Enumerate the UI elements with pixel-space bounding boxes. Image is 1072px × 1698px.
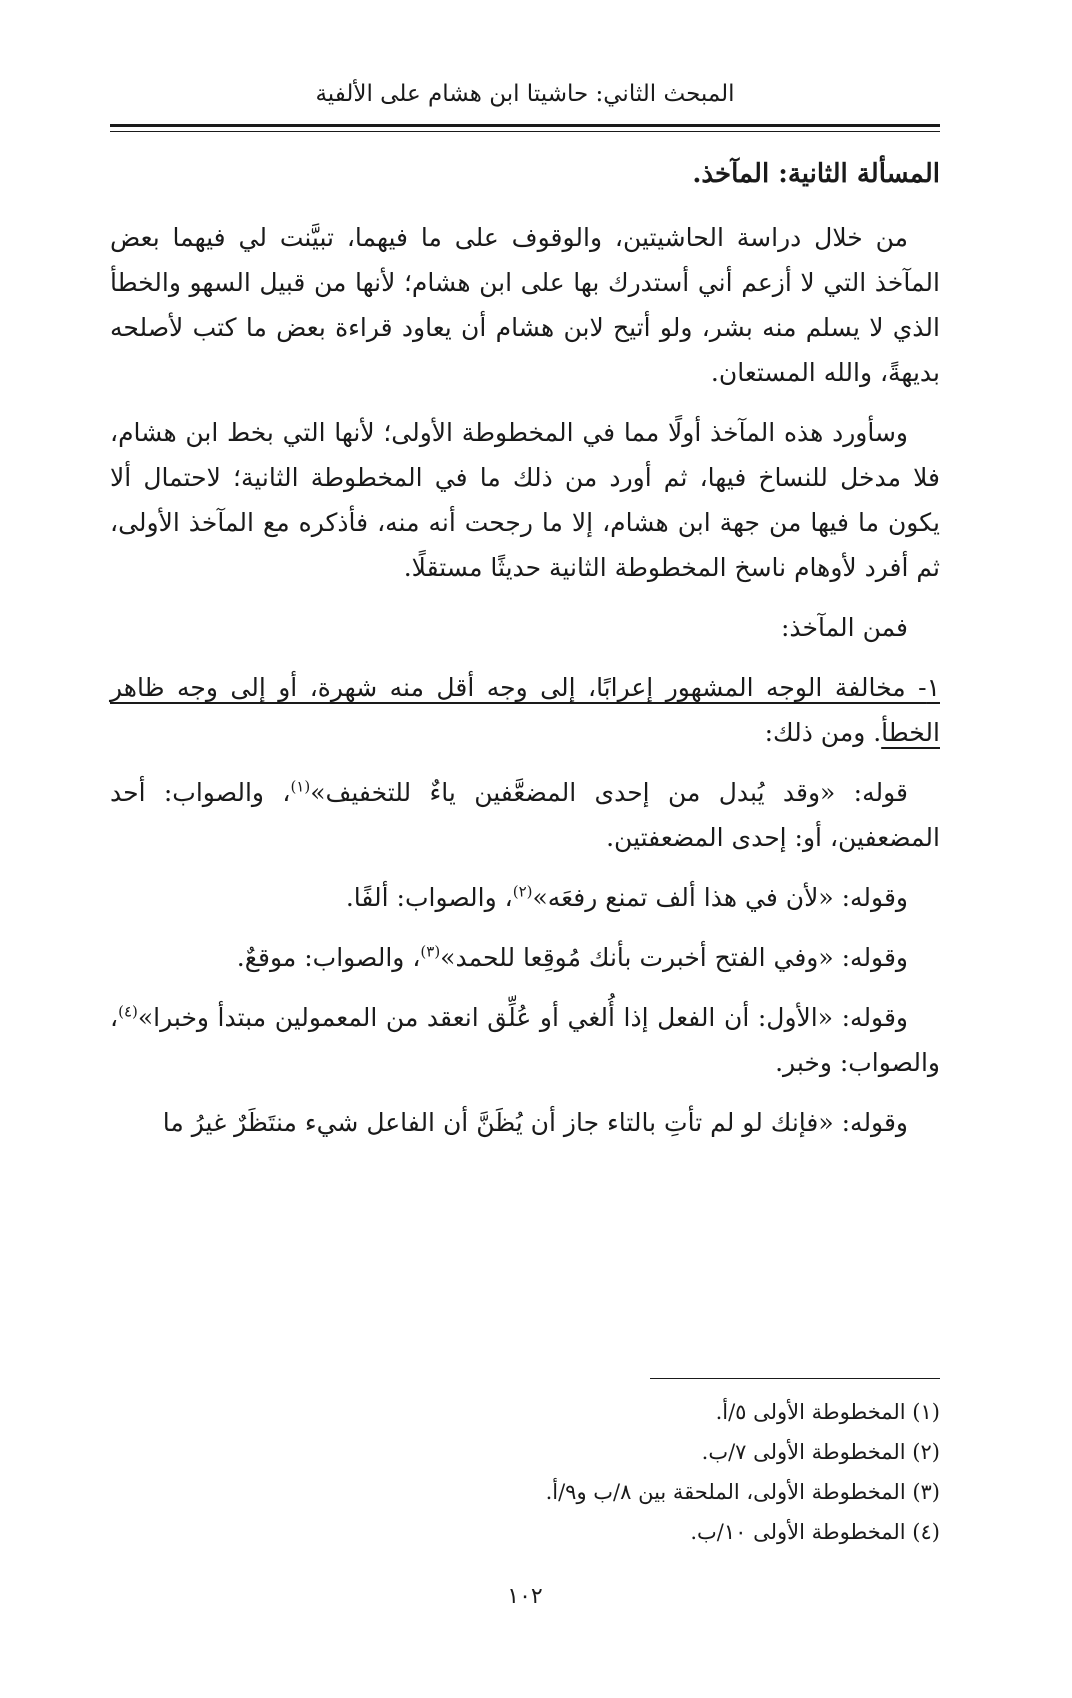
header-rule-thick bbox=[110, 124, 940, 127]
paragraph: وسأورد هذه المآخذ أولًا مما في المخطوطة الأولى؛ لأنها التي بخط ابن هشام، فلا مدخل للنساخ فيها، ثم أورد من ذلك ما في المخطوطة الثانية؛ لاحتمال ألا يكون ما فيها من جهة ابن هشام، إلا ما رجحت أنه منه، فأذكره مع المآخذ الأولى، ثم أفرد لأوهام ناسخ المخطوطة الثانية حديثًا مستقلًا. bbox=[110, 418, 940, 582]
section-heading: المسألة الثانية: المآخذ. bbox=[692, 159, 940, 189]
quote-text: وقوله: «فإنك لو لم تأتِ بالتاء جاز أن يُظَنَّ أن الفاعل شيء منتَظَرٌ غيرُ ما bbox=[162, 1108, 908, 1137]
quote-text: وقوله: «لأن في هذا ألف تمنع رفعَه» bbox=[532, 883, 908, 912]
footnote-ref[interactable]: (١) bbox=[290, 777, 311, 796]
footnote: (٤) المخطوطة الأولى ١٠/ب. bbox=[690, 1520, 940, 1544]
item-rest-text: . ومن ذلك: bbox=[764, 718, 882, 747]
header-rule-thin bbox=[110, 131, 940, 132]
footnote: (١) المخطوطة الأولى ٥/أ. bbox=[715, 1400, 940, 1424]
footnote-ref[interactable]: (٣) bbox=[420, 942, 441, 961]
footnote-ref[interactable]: (٤) bbox=[118, 1002, 138, 1021]
quote-correction: ، والصواب: وخبر. bbox=[110, 1003, 940, 1077]
quote-paragraph bbox=[110, 1100, 940, 1145]
footnote-ref[interactable]: (٢) bbox=[512, 882, 533, 901]
quote-correction: ، والصواب: ألفًا. bbox=[345, 883, 513, 912]
quote-paragraph bbox=[110, 875, 940, 920]
footnote: (٣) المخطوطة الأولى، الملحقة بين ٨/ب و٩/أ. bbox=[545, 1480, 940, 1504]
quote-correction: ، والصواب: أحد المضعفين، أو: إحدى المضعفتين. bbox=[110, 778, 940, 852]
quote-text: وقوله: «الأول: أن الفعل إذا أُلغي أو عُلِّق انعقد من المعمولين مبتدأ وخبرا» bbox=[137, 1003, 908, 1032]
quote-paragraph bbox=[110, 935, 940, 980]
item-underlined-text: ١- مخالفة الوجه المشهور إعرابًا، إلى وجه أقل منه شهرة، أو إلى وجه ظاهر الخطأ bbox=[110, 673, 940, 747]
paragraph: فمن المآخذ: bbox=[780, 613, 908, 642]
quote-paragraph bbox=[110, 770, 940, 860]
quote-paragraph bbox=[110, 995, 940, 1085]
paragraph: من خلال دراسة الحاشيتين، والوقوف على ما فيهما، تبيَّنت لي فيهما بعض المآخذ التي لا أزعم أني أستدرك بها على ابن هشام؛ لأنها من قبيل السهو والخطأ الذي لا يسلم منه بشر، ولو أتيح لابن هشام أن يعاود قراءة بعض ما كتب لأصلحه بديهةً، والله المستعان. bbox=[110, 223, 940, 387]
quote-correction: ، والصواب: موقعٌ. bbox=[236, 943, 421, 972]
footnote: (٢) المخطوطة الأولى ٧/ب. bbox=[701, 1440, 940, 1464]
list-item-1 bbox=[110, 665, 940, 755]
quote-text: قوله: «وقد يُبدل من إحدى المضعَّفين ياءٌ للتخفيف» bbox=[310, 778, 908, 807]
quote-text: وقوله: «وفي الفتح أخبرت بأنك مُوقِعا للحمد» bbox=[440, 943, 908, 972]
page-number: ١٠٢ bbox=[507, 1584, 543, 1609]
footnotes bbox=[110, 1392, 940, 1552]
main-text bbox=[110, 152, 940, 1160]
footnote-separator bbox=[650, 1378, 940, 1379]
running-header: المبحث الثاني: حاشيتا ابن هشام على الألفية bbox=[315, 81, 735, 107]
